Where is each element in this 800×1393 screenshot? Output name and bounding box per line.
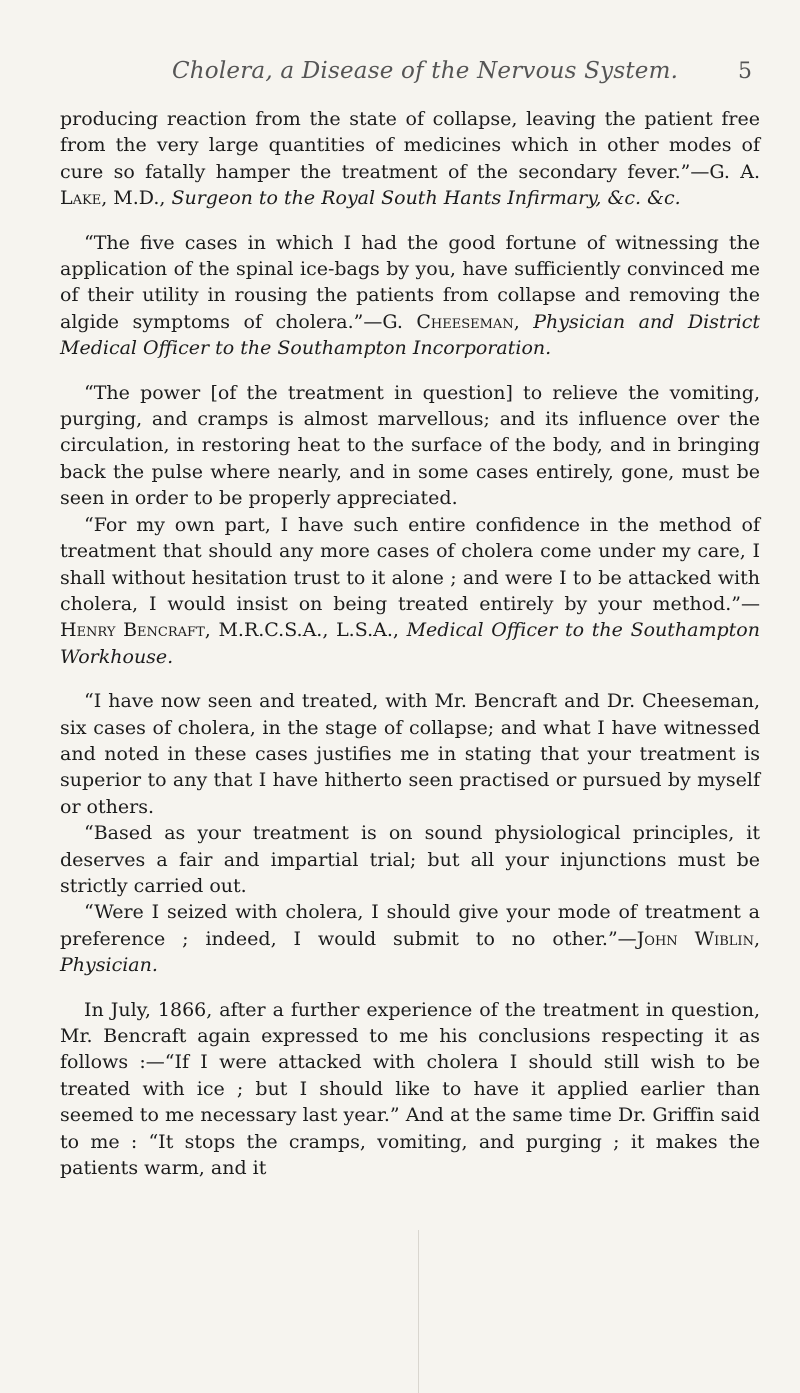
author-title: Physician and District Medical Officer to the Southampton Incorporation. [60, 310, 760, 360]
author-title: Medical Officer to the Southampton Workhouse. [60, 619, 760, 668]
running-title: Cholera, a Disease of the Nervous System. [172, 58, 679, 84]
paragraph-bencraft-1 [60, 380, 760, 512]
author-title: Physician. [60, 954, 158, 977]
paragraph-gap [60, 670, 760, 688]
quote-text: “I have now seen and treated, with Mr. Bencraft and Dr. Cheeseman, six cases of cholera, in the stage of collapse; and what I have witnessed and noted in these cases justifies me in stating that your treatment is superior to any that I have hitherto seen practised or pursued by myself or others. [60, 690, 760, 818]
author-name: Cheeseman [416, 310, 514, 333]
paragraph-lake [60, 106, 760, 212]
quote-text: “For my own part, I have such entire confidence in the method of treatment that should any more cases of cholera come under my care, I shall without hesitation trust to it alone ; and were I to be attacked with cholera, I would insist on being treated entirely by your method.”— [60, 513, 760, 615]
paragraph-gap [60, 212, 760, 230]
paragraph-gap [60, 979, 760, 997]
quote-text: “The power [of the treatment in question] to relieve the vomiting, purging, and cramps is almost marvellous; and its influence over the circulation, in restoring heat to the surface of the body, and in bringing back the pulse where nearly, and in some cases entirely, gone, must be seen in order to be properly appreciated. [60, 381, 760, 510]
running-head [60, 58, 760, 84]
paragraph-wiblin-1 [60, 688, 760, 820]
quote-text: “Were I seized with cholera, I should give your mode of treatment a preference ; indeed, I would submit to no other.”— [60, 901, 760, 950]
quote-text: “The five cases in which I had the good fortune of witnessing the application of the spinal ice-bags by you, have sufficiently convinced me of their utility in rousing the patients from collapse and removing the algide symptoms of cholera.”—G. [60, 231, 760, 333]
quote-text: “Based as your treatment is on sound physiological principles, it deserves a fair and impartial trial; but all your injunctions must be strictly carried out. [60, 822, 760, 897]
author-credentials: , [513, 310, 534, 333]
paragraph-cheeseman [60, 230, 760, 362]
paragraph-bencraft-2 [60, 512, 760, 670]
page-crease-line [418, 1230, 419, 1393]
author-credentials: , M.R.C.S.A., L.S.A., [204, 619, 407, 642]
paragraph-july-1866 [60, 997, 760, 1182]
author-credentials: , M.D., [101, 187, 172, 210]
quote-text: producing reaction from the state of collapse, leaving the patient free from the very large quantities of medicines which in other modes of cure so fatally hamper the treatment of the secondary fever.”—G. A. [60, 108, 760, 183]
paragraph-wiblin-3 [60, 899, 760, 978]
paragraph-gap [60, 362, 760, 380]
body-text: In July, 1866, after a further experience of the treatment in question, Mr. Bencraft again expressed to me his conclusions respecting it as follows :—“If I were attacked with cholera I should still wish to be treated with ice ; but I should like to have it applied earlier than seemed to me necessary last year.” And at the same time Dr. Griffin said to me : “It stops the cramps, vomiting, and purging ; it makes the patients warm, and it [60, 998, 760, 1180]
author-name: Henry Bencraft [60, 619, 205, 642]
author-name: Lake [60, 187, 102, 210]
author-title: Surgeon to the Royal South Hants Infirmary, &c. &c. [171, 187, 681, 210]
paragraph-wiblin-2 [60, 820, 760, 899]
author-credentials: , [753, 927, 760, 950]
author-name: John Wiblin [636, 927, 754, 950]
page-number: 5 [738, 59, 752, 84]
